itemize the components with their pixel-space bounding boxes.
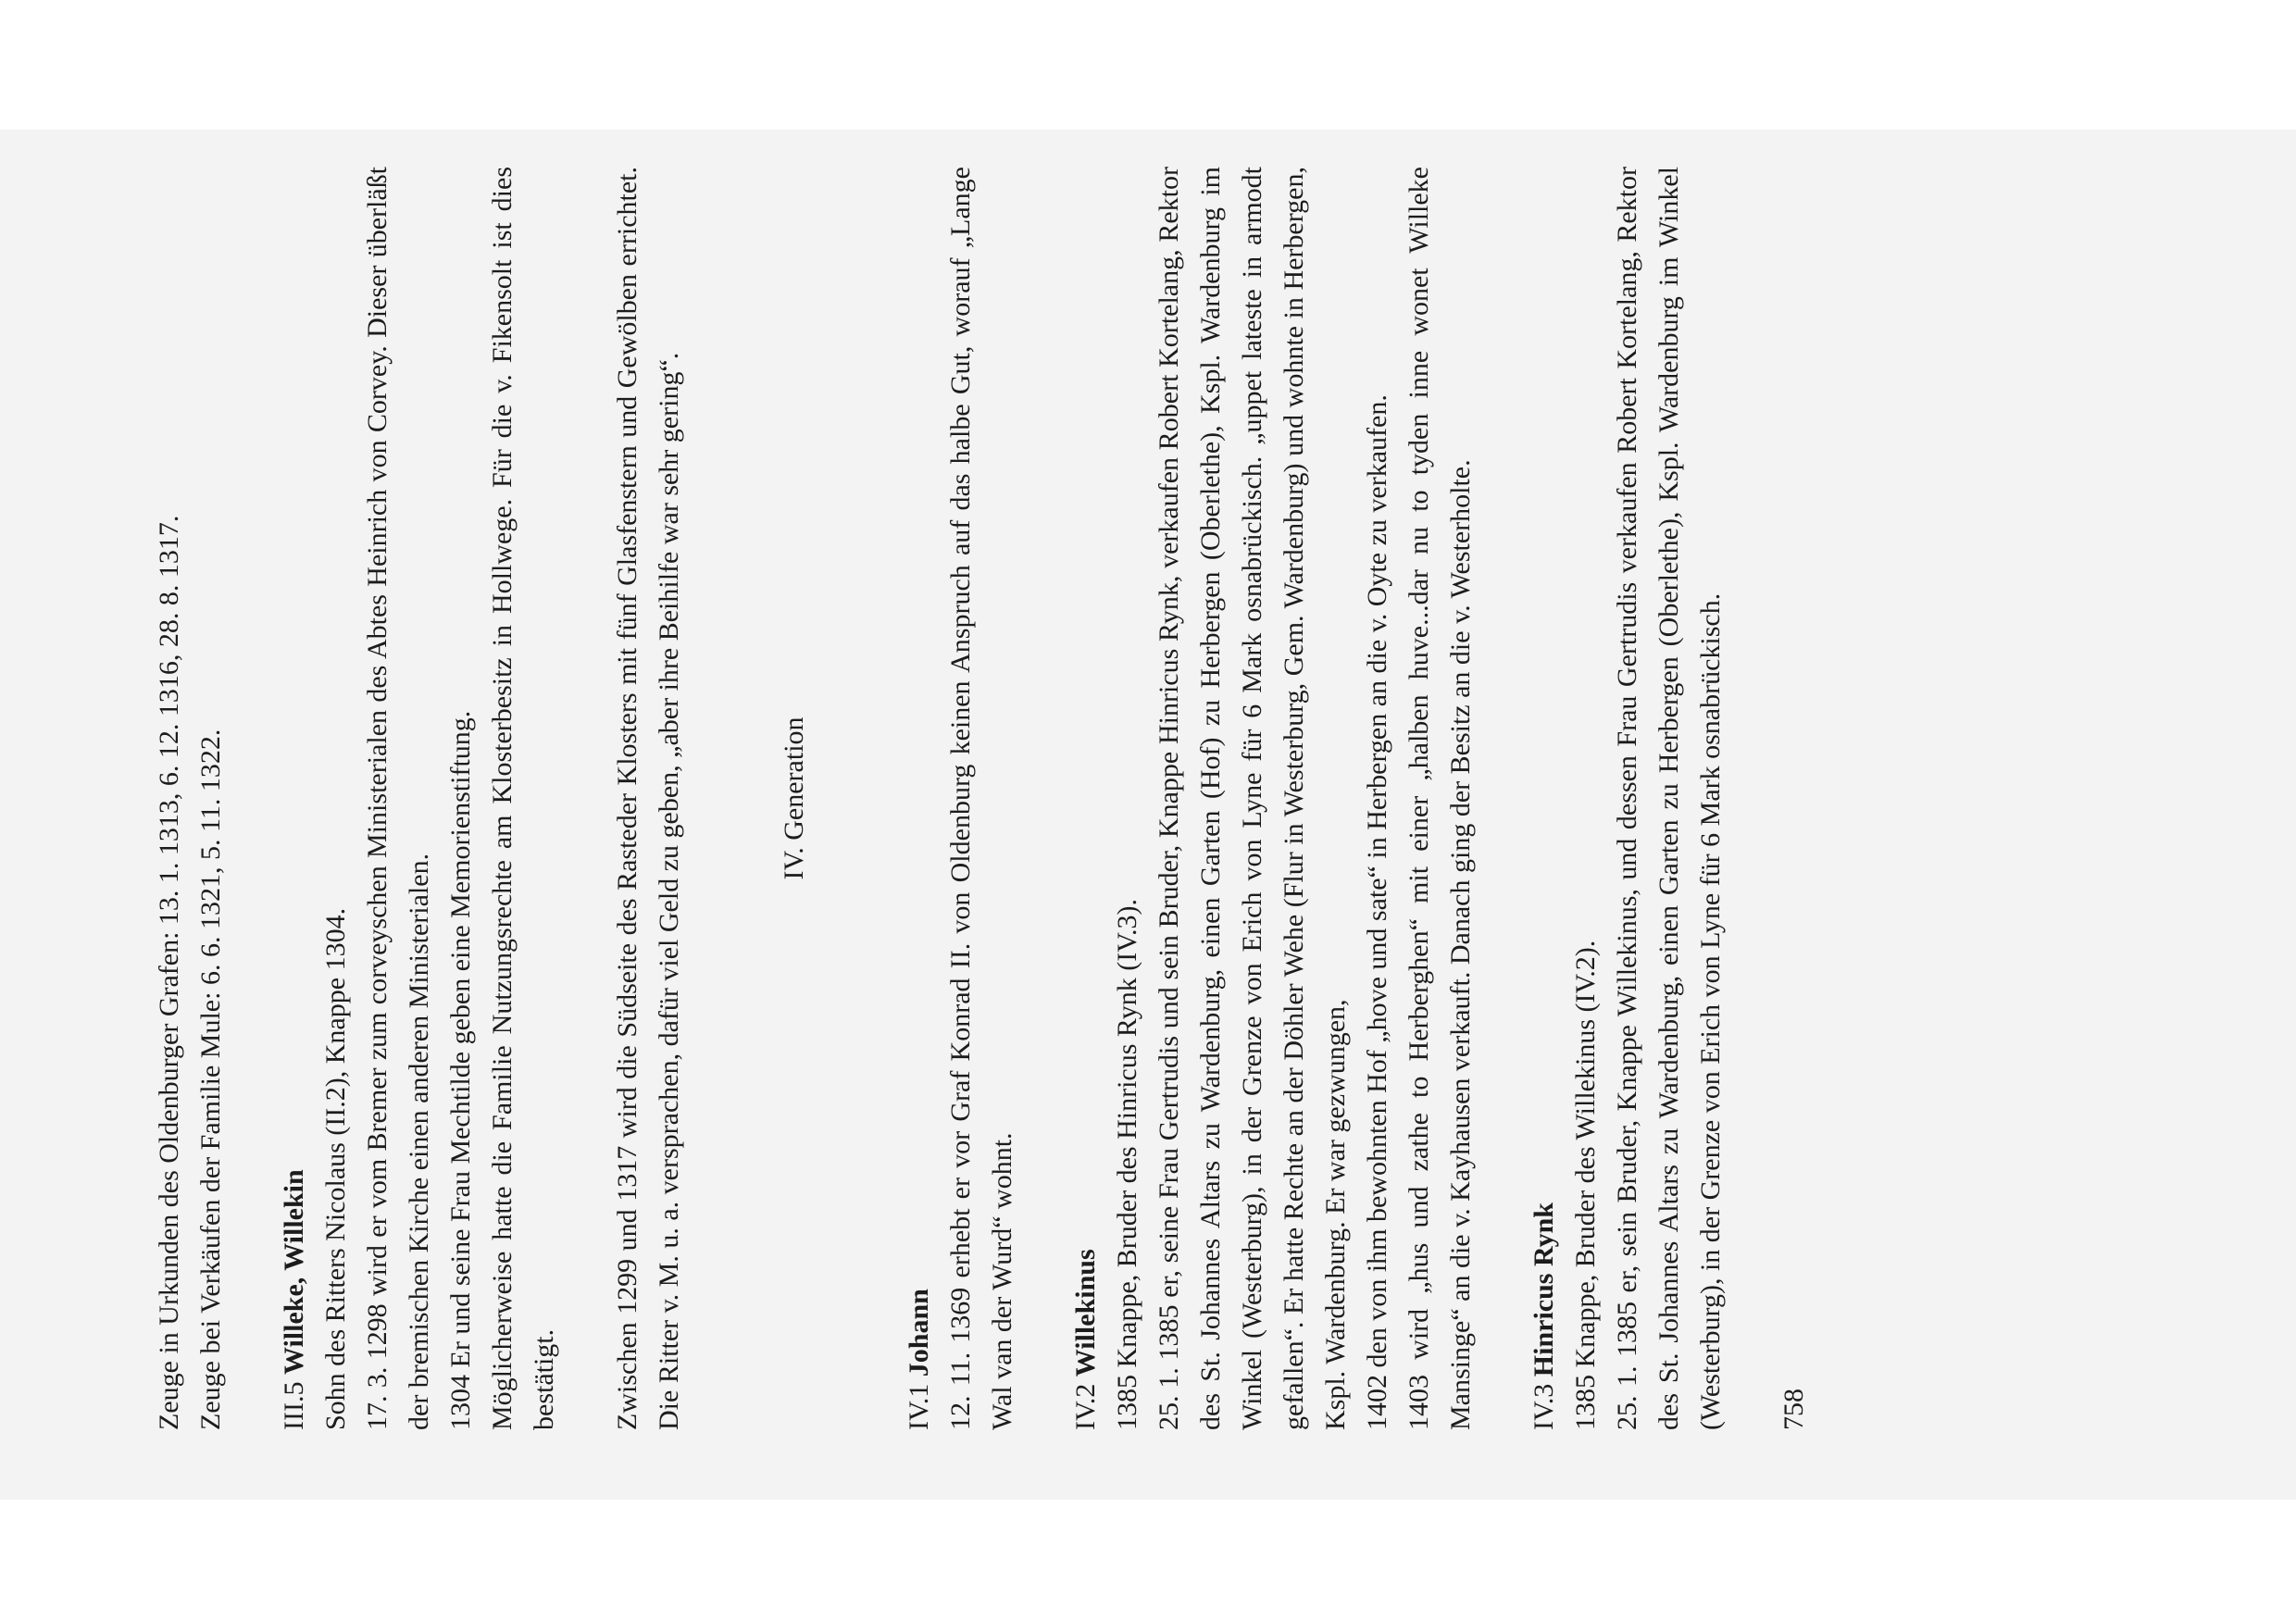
section-number: IV.2 xyxy=(1070,1377,1101,1430)
section-heading-iii5 xyxy=(273,167,315,1430)
paragraph: 12. 11. 1369 erhebt er vor Graf Konrad II. von Oldenburg keinen Anspruch auf das halbe Gut, worauf „Lange Wal van der Wurd“ wohnt. xyxy=(945,167,1017,1430)
section-name: Willekinus xyxy=(1070,1249,1101,1377)
paragraph: 1304 Er und seine Frau Mechtilde geben eine Memorienstiftung. xyxy=(445,710,476,1430)
section-name: Johann xyxy=(904,1289,934,1377)
section-name: Willeke, Willekin xyxy=(279,1169,309,1376)
page-number: 758 xyxy=(1778,1389,1809,1430)
spacer xyxy=(231,167,273,1430)
spacer xyxy=(565,167,606,1430)
paragraph: 17. 3. 1298 wird er vom Bremer zum corveyschen Ministerialen des Abtes Heinrich von Corvey. Dieser überläßt der bremischen Kirche einen anderen Ministerialen. xyxy=(362,167,434,1430)
spacer xyxy=(1481,167,1523,1430)
section-name: Hinricus Rynk xyxy=(1529,1202,1559,1377)
section-heading-iv3 xyxy=(1523,167,1565,1430)
spacer xyxy=(815,167,856,1430)
paragraph: 1385 Knappe, Bruder des Willekinus (IV.2). xyxy=(1570,940,1601,1430)
paragraph: Zwischen 1299 und 1317 wird die Südseite des Rasteder Klosters mit fünf Glasfenstern und Gewölben errichtet. Die Ritter v. M. u. a. versprachen, dafür viel Geld zu geben, „aber ihre Beihilfe war sehr gering“. xyxy=(612,167,684,1430)
spacer xyxy=(1023,167,1065,1430)
section-heading-iv2 xyxy=(1065,167,1106,1430)
paragraph: Möglicherweise hatte die Familie Nutzungsrechte am Klosterbesitz in Hollwege. Für die v. Fikensolt ist dies bestätigt. xyxy=(487,167,559,1430)
paragraph: 1385 Knappe, Bruder des Hinricus Rynk (IV.3). xyxy=(1112,899,1142,1430)
section-heading-iv1 xyxy=(898,167,940,1430)
paragraph: 25. 1. 1385 er, sein Bruder, Knappe Willekinus, und dessen Frau Gertrudis verkaufen Robert Kortelang, Rektor des St. Johannes Altars zu Wardenburg, einen Garten zu Herbergen (Oberlethe), Kspl. Wardenburg im Winkel (Westerburg), in der Grenze von Erich von Lyne für 6 Mark osnabrückisch. xyxy=(1612,167,1726,1430)
section-number: III.5 xyxy=(279,1375,309,1430)
section-number: IV.1 xyxy=(904,1377,934,1430)
spacer xyxy=(731,167,773,1430)
paragraph: 25. 1. 1385 er, seine Frau Gertrudis und sein Bruder, Knappe Hinricus Rynk, verkaufen Robert Kortelang, Rektor des St. Johannes Altars zu Wardenburg, einen Garten (Hof) zu Herbergen (Oberlethe), Kspl. Wardenburg im Winkel (Westerburg), in der Grenze von Erich von Lyne für 6 Mark osnabrückisch. „uppet lateste in armodt gefallen“. Er hatte Rechte an der Döhler Wehe (Flur in Westerburg, Gem. Wardenburg) und wohnte in Herbergen, Kspl. Wardenburg. Er war gezwungen, xyxy=(1154,167,1351,1430)
rotated-page-text xyxy=(148,167,1963,1430)
paragraph: Zeuge bei Verkäufen der Familie Mule: 6. 6. 1321, 5. 11. 1322. xyxy=(195,729,226,1430)
paragraph: 1402 den von ihm bewohnten Hof „hove und sate“ in Herbergen an die v. Oyte zu verkaufen. xyxy=(1362,394,1392,1430)
generation-heading: IV. Generation xyxy=(779,716,809,880)
section-number: IV.3 xyxy=(1529,1377,1559,1430)
spacer xyxy=(856,167,898,1430)
paragraph: Zeuge in Urkunden des Oldenburger Grafen: 13. 1. 1313, 6. 12. 1316, 28. 8. 1317. xyxy=(154,515,184,1430)
spacer xyxy=(690,167,731,1430)
paragraph: 1403 wird „hus und zathe to Herberghen“ mit einer „halben huve...dar nu to tyden inne wonet Willeke Mansinge“ an die v. Kayhausen verkauft. Danach ging der Besitz an die v. Westerholte. xyxy=(1404,167,1476,1430)
paragraph: Sohn des Ritters Nicolaus (II.2), Knappe 1304. xyxy=(320,907,351,1430)
